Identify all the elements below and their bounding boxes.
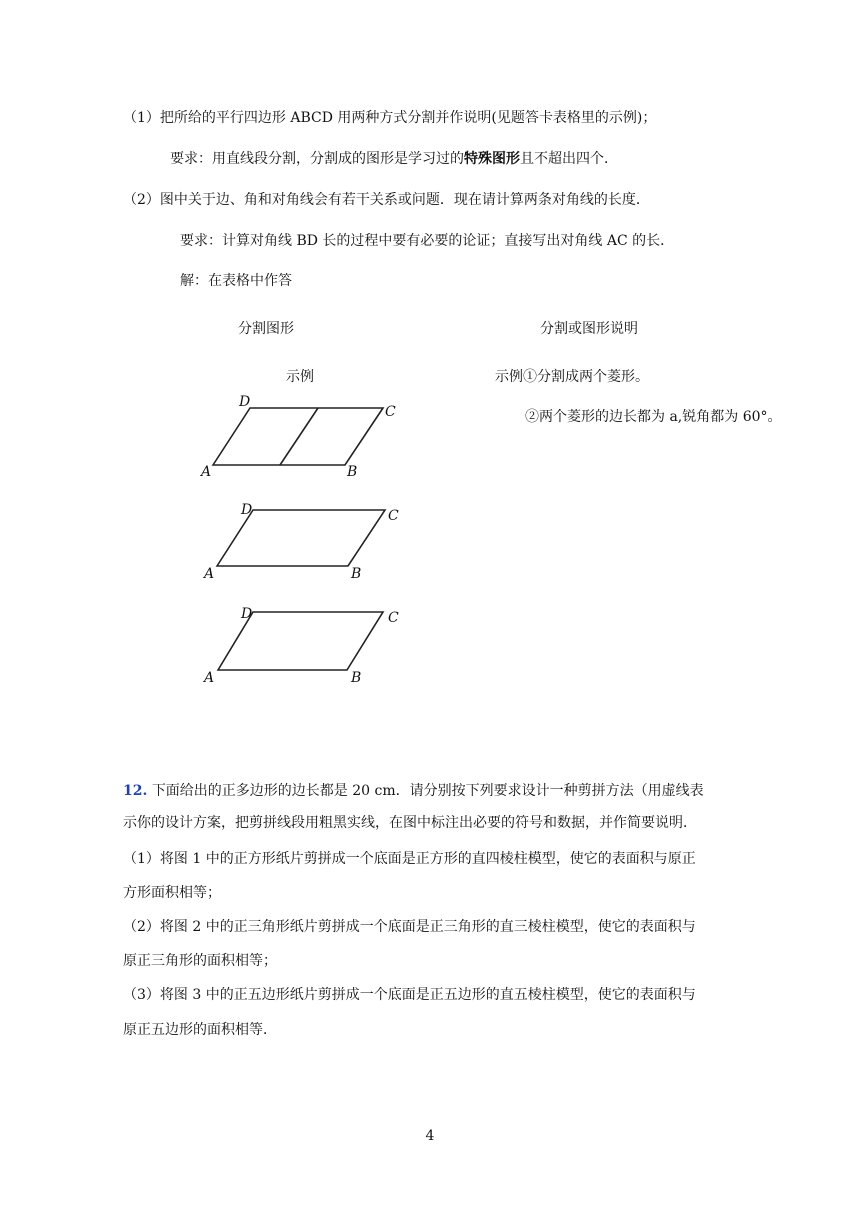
q12-item2-line2: 原正三角形的面积相等； — [123, 953, 277, 969]
part1-req-bold: 特殊图形 — [464, 151, 520, 167]
label-c: C — [388, 508, 399, 524]
label-d: D — [241, 606, 253, 622]
q12-intro-a: 下面给出的正多边形的边长都是 20 cm．请分别按下列要求设计一种剪拼方法（用虚线表 — [151, 783, 704, 799]
part2-requirement: 要求：计算对角线 BD 长的过程中要有必要的论证；直接写出对角线 AC 的长． — [180, 233, 675, 249]
divider-line — [280, 408, 318, 465]
table-col2-header: 分割或图形说明 — [540, 321, 638, 337]
table-col1-header: 分割图形 — [238, 321, 294, 337]
label-a: A — [204, 566, 215, 582]
q12-item1-line1: （1）将图 1 中的正方形纸片剪拼成一个底面是正方形的直四棱柱模型，使它的表面积与原正 — [123, 851, 696, 867]
part2-line1: （2）图中关于边、角和对角线会有若干关系或问题．现在请计算两条对角线的长度． — [123, 192, 650, 208]
q12-intro-line1 — [123, 781, 704, 801]
parallelogram-figure-2 — [195, 498, 415, 588]
part1-req-prefix: 要求：用直线段分割，分割成的图形是学习过的 — [170, 151, 464, 167]
table-example-label: 示例 — [286, 369, 314, 385]
label-c: C — [385, 404, 396, 420]
part1-req-suffix: 且不超出四个． — [520, 151, 618, 167]
part1-requirement — [170, 149, 618, 169]
table-example-desc2: ②两个菱形的边长都为 a,锐角都为 60°。 — [525, 409, 782, 425]
table-example-desc1: 示例①分割成两个菱形。 — [495, 369, 649, 385]
label-d: D — [241, 502, 253, 518]
label-b: B — [351, 566, 362, 582]
label-a: A — [204, 670, 215, 686]
q12-item2-line1: （2）将图 2 中的正三角形纸片剪拼成一个底面是正三角形的直三棱柱模型，使它的表面积与 — [123, 919, 696, 935]
q12-item1-line2: 方形面积相等； — [123, 885, 221, 901]
part2-answer: 解：在表格中作答 — [180, 273, 292, 289]
q12-item3-line2: 原正五边形的面积相等． — [123, 1022, 277, 1038]
q12-intro-line2: 示你的设计方案，把剪拼线段用粗黑实线，在图中标注出必要的符号和数据，并作简要说明． — [123, 815, 697, 831]
label-a: A — [201, 464, 212, 480]
part1-line1: （1）把所给的平行四边形 ABCD 用两种方式分割并作说明(见题答卡表格里的示例)； — [123, 110, 657, 126]
parallelogram-outline — [213, 408, 383, 465]
parallelogram-figure-example — [195, 392, 415, 482]
q12-item3-line1: （3）将图 3 中的正五边形纸片剪拼成一个底面是正五边形的直五棱柱模型，使它的表面积与 — [123, 987, 696, 1003]
parallelogram-outline — [217, 510, 385, 566]
q12-number: 12. — [123, 783, 148, 799]
label-d: D — [239, 394, 251, 410]
label-b: B — [351, 670, 362, 686]
label-c: C — [388, 610, 399, 626]
label-b: B — [347, 464, 358, 480]
page-number: 4 — [425, 1128, 435, 1144]
parallelogram-figure-3 — [195, 600, 415, 690]
